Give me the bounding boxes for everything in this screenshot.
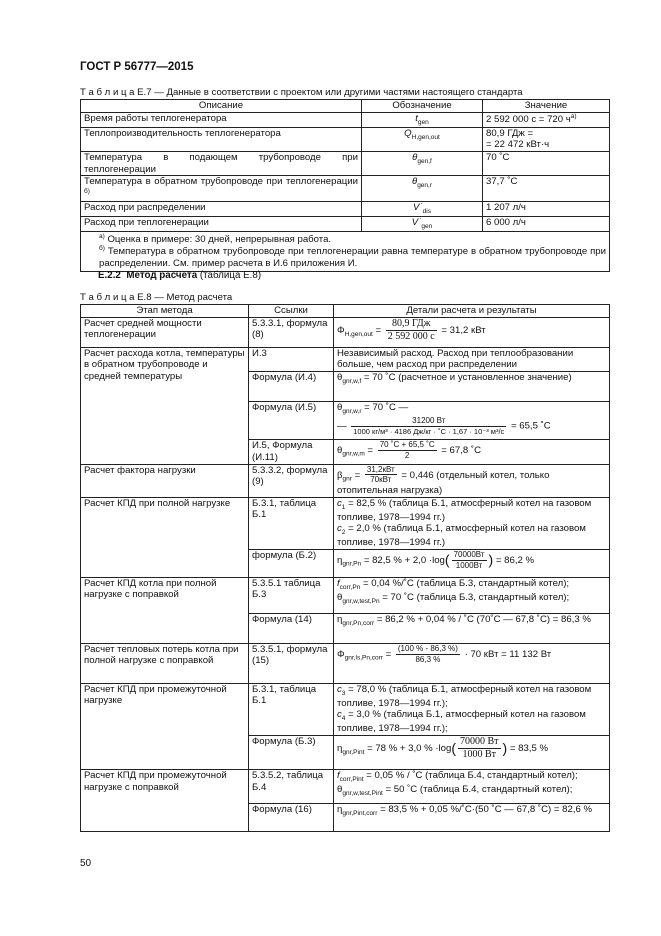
formula: $\Phi_{H,gen,out}$ = 80,9 ГДж 2 592 000 с = 31,2 кВт (337, 317, 486, 342)
table-row (81, 769, 610, 803)
desc-cell: Расход при распределении (81, 201, 362, 216)
table-notes (81, 231, 610, 271)
table-e7-caption: Т а б л и ц а Е.7 — Данные в соответствии с проектом или другими частями настоящего стандарта (80, 87, 523, 98)
stage-cell: Расчет расхода котла, температуры в обратном трубопроводе и средней температуры (81, 347, 249, 464)
table-row (81, 643, 610, 683)
symbol-cell: $V˙_{dis}$ (362, 201, 483, 216)
detail-cell: $\eta_{gnr,Pint} = 78$ % + 3,0 % ·log( 70000 Вт 1000 Вт ) = 83,5 % (334, 735, 610, 769)
stage-cell: Расчет КПД котла при полной нагрузке с поправкой (81, 577, 249, 643)
detail-cell: $c_1 = 82,5$ % (таблица Б.1, атмосферный котел на газовом топливе, 1978—1994 гг.) $c_2 = 2,0$ % (таблица Б.1, атмосферный котел на газовом топливе, 1978—1994 гг.) (334, 497, 610, 549)
table-row (81, 497, 610, 549)
detail-cell: Независимый расход. Расход при теплообразовании больше, чем расход при распределении (334, 347, 610, 371)
table-row (81, 577, 610, 613)
desc-cell: Время работы теплогенератора (81, 112, 362, 127)
ref-cell: И.3 (249, 347, 334, 371)
ref-cell: И.5, Формула (И.11) (249, 440, 334, 464)
table-row (81, 317, 610, 347)
section-heading: Е.2.2 Метод расчета (таблица Е.8) (98, 270, 262, 281)
column-header: Описание (81, 100, 362, 113)
ref-cell: 5.3.5.1, формула (15) (249, 643, 334, 683)
symbol-cell: $Q_{H,gen,out}$ (362, 127, 483, 151)
desc-cell: Температура в подающем трубопроводе при теплогенерации (81, 151, 362, 175)
value-cell: 70 ˚С (483, 151, 610, 175)
table-row (81, 216, 610, 231)
note-b: $^{б)}$ Температура в обратном трубопроводе при теплогенерации равна температуре в обратном трубопроводе при распределении. См. пример расчета в И.6 приложения И. (99, 245, 606, 270)
value-cell: 6 000 л/ч (483, 216, 610, 231)
column-header: Значение (483, 100, 610, 113)
stage-cell: Расчет средней мощности теплогенерации (81, 317, 249, 347)
column-header: Ссылки (249, 305, 334, 318)
stage-cell: Расчет КПД при полной нагрузке (81, 497, 249, 577)
detail-cell (334, 317, 610, 347)
table-row (81, 347, 610, 371)
value-cell: 1 207 л/ч (483, 201, 610, 216)
desc-cell: Расход при теплогенерации (81, 216, 362, 231)
symbol-cell: $\theta_{gen,r}$ (362, 176, 483, 202)
detail-cell: $f_{corr,Pint} = 0,05$ % / ˚С (таблица Б.4, стандартный котел); $\theta_{gnr,w,test,Pint} = 50$ ˚С (таблица Б.4, стандартный котел); (334, 769, 610, 803)
detail-cell: $\theta_{gnr,w,f} = 70$ ˚С (расчетное и установленное значение) (334, 372, 610, 402)
table-e8 (80, 304, 610, 832)
column-header: Этап метода (81, 305, 249, 318)
stage-cell: Расчет фактора нагрузки (81, 464, 249, 497)
table-row (81, 464, 610, 497)
column-header: Обозначение (362, 100, 483, 113)
ref-cell: 5.3.3.1, формула (8) (249, 317, 334, 347)
table-row (81, 112, 610, 127)
detail-cell: $\eta_{gnr,Pn,corr} = 86,2$ % + 0,04 % / ˚С (70˚С — 67,8 ˚С) = 86,3 % (334, 613, 610, 643)
detail-cell: $\theta_{gnr,w,m}$ = 70 ˚С + 65,5 ˚С 2 = 67,8 ˚С (334, 440, 610, 464)
ref-cell: формула (Б.2) (249, 549, 334, 577)
column-header: Детали расчета и результаты (334, 305, 610, 318)
symbol-cell: $V˙_{gen}$ (362, 216, 483, 231)
detail-cell: $\theta_{gnr,w,r} = 70$ ˚С — — 31200 Вт 1000 кг/м³ · 4186 Дж/кг · ˚С · 1,67 · 10⁻³ м³/с = 65,5 ˚С (334, 402, 610, 440)
ref-cell: Формула (16) (249, 803, 334, 831)
value-cell: 80,9 ГДж = = 22 472 кВт·ч (483, 127, 610, 151)
ref-cell: 5.3.3.2, формула (9) (249, 464, 334, 497)
value-cell: 37,7 ˚С (483, 176, 610, 202)
table-row (81, 176, 610, 202)
ref-cell: Формула (14) (249, 613, 334, 643)
ref-cell: Формула (И.4) (249, 372, 334, 402)
ref-cell: Формула (И.5) (249, 402, 334, 440)
detail-cell: $\eta_{gnr,Pn} = 82,5$ % + 2,0 ·log( 70000Вт 1000Вт ) = 86,2 % (334, 549, 610, 577)
detail-cell: $\Phi_{gnr,ls,Pn,corr}$ = $\frac{(100 \% - 86,3 \%)}{86,3 \%}$ · 70 кВт = 11 132 Вт (334, 643, 610, 683)
stage-cell: Расчет КПД при промежуточной нагрузке (81, 683, 249, 769)
table-row (81, 127, 610, 151)
table-e8-caption: Т а б л и ц а Е.8 — Метод расчета (80, 292, 233, 303)
ref-cell: Формула (Б.3) (249, 735, 334, 769)
value-cell: 2 592 000 с = 720 $ч^{а)}$ (483, 112, 610, 127)
detail-cell: $\eta_{gnr,Pint,corr} = 83,5$ % + 0,05 %/˚С·(50 ˚С — 67,8 ˚С) = 82,6 % (334, 803, 610, 831)
detail-cell: $f_{corr,Pn} = 0,04$ %/˚С (таблица Б.3, стандартный котел); $\theta_{gnr,w,test,Pn} = 70$ ˚С (таблица Б.3, стандартный котел); (334, 577, 610, 613)
ref-cell: Б.3.1, таблица Б.1 (249, 683, 334, 735)
symbol-cell: $\theta_{gen,f}$ (362, 151, 483, 175)
table-header-row (81, 305, 610, 318)
stage-cell: Расчет тепловых потерь котла при полной нагрузке с поправкой (81, 643, 249, 683)
desc-cell: Теплопроизводительность теплогенератора (81, 127, 362, 151)
detail-cell: $\beta_{gnr}$ = 31,2кВт 70кВт = 0,446 (отдельный котел, только отопительная нагрузка) (334, 464, 610, 497)
detail-cell: $c_3 = 78,0$ % (таблица Б.1, атмосферный котел на газовом топливе, 1978—1994 гг.); $c_4 = 3,0$ % (таблица Б.1, атмосферный котел на газовом топливе, 1978—1994 гг.); (334, 683, 610, 735)
ref-cell: 5.3.5.2, таблица Б.4 (249, 769, 334, 803)
table-row (81, 151, 610, 175)
ref-cell: Б.3.1, таблица Б.1 (249, 497, 334, 549)
page-number: 50 (80, 858, 92, 869)
table-notes-row (81, 231, 610, 271)
stage-cell: Расчет КПД при промежуточной нагрузке с поправкой (81, 769, 249, 831)
ref-cell: 5.3.5.1 таблица Б.3 (249, 577, 334, 613)
desc-cell: Температура в обратном трубопроводе при теплогенерации $^{б)}$ (81, 176, 362, 202)
table-row (81, 201, 610, 216)
table-e7 (80, 99, 610, 272)
table-row (81, 683, 610, 735)
note-a: $^{а)}$ Оценка в примере: 30 дней, непрерывная работа. (99, 232, 332, 245)
table-header-row (81, 100, 610, 113)
document-header: ГОСТ Р 56777—2015 (80, 61, 194, 73)
symbol-cell: $t_{gen}$ (362, 112, 483, 127)
